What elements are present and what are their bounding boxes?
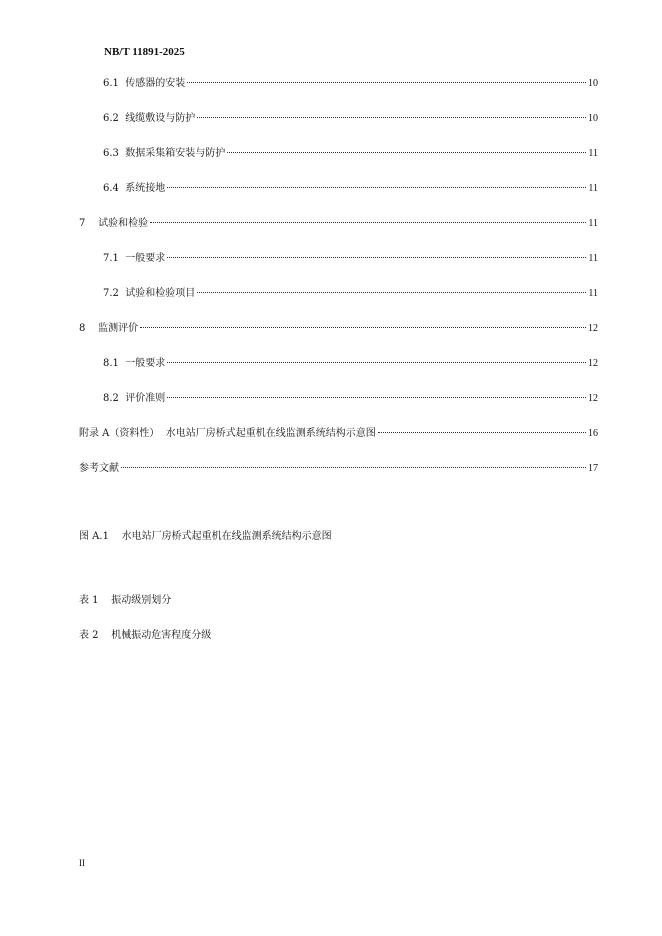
toc-entry-number: 6.4 (103, 183, 126, 194)
toc-entry-number: 6.1 (103, 78, 126, 89)
toc-entry-page: 11 (588, 148, 598, 159)
toc-leader-dots (167, 362, 586, 363)
toc-entry-number: 8.1 (103, 358, 126, 369)
toc-entry-6-4[interactable] (103, 182, 598, 196)
toc-leader-dots (121, 467, 586, 468)
toc-entry-page: 12 (588, 393, 598, 404)
toc-entry-title: 评价准则 (125, 393, 166, 404)
toc-entry-number: 8.2 (103, 393, 126, 404)
toc-leader-dots (167, 187, 586, 188)
toc-entry-8-2[interactable] (103, 392, 598, 406)
figure-list-item: 图 A.1 水电站厂房桥式起重机在线监测系统结构示意图 (79, 531, 332, 542)
toc-entry-title: 附录 A（资料性） 水电站厂房桥式起重机在线监测系统结构示意图 (79, 428, 376, 439)
toc-entry-page: 16 (588, 428, 598, 439)
toc-leader-dots (197, 292, 586, 293)
toc-entry-title: 一般要求 (125, 253, 166, 264)
toc-entry-6-3[interactable] (103, 147, 598, 161)
toc-entry-number: 6.3 (103, 148, 126, 159)
toc-entry-7[interactable] (79, 217, 598, 231)
toc-leader-dots (197, 117, 586, 118)
toc-leader-dots (140, 327, 586, 328)
toc-entry-page: 12 (588, 323, 598, 334)
toc-entry-7-1[interactable] (103, 252, 598, 266)
toc-leader-dots (150, 222, 586, 223)
toc-entry-7-2[interactable] (103, 287, 598, 301)
toc-entry-number: 6.2 (103, 113, 126, 124)
toc-entry-number: 7.2 (103, 288, 126, 299)
toc-entry-page: 11 (588, 288, 598, 299)
toc-entry-title: 参考文献 (79, 463, 119, 474)
toc-entry-title: 试验和检验 (98, 218, 149, 229)
toc-entry-number: 7 (79, 218, 99, 229)
toc-entry-appendix-a[interactable] (79, 427, 598, 441)
page-number: II (79, 858, 85, 868)
toc-leader-dots (227, 152, 586, 153)
toc-leader-dots (167, 257, 586, 258)
toc-entry-title: 一般要求 (125, 358, 166, 369)
toc-entry-number: 7.1 (103, 253, 126, 264)
toc-entry-title: 监测评价 (98, 323, 139, 334)
toc-entry-page: 11 (588, 218, 598, 229)
toc-entry-8-1[interactable] (103, 357, 598, 371)
toc-entry-page: 11 (588, 253, 598, 264)
table-list-item: 表 1 振动级别划分 (79, 595, 172, 606)
toc-entry-title: 系统接地 (125, 183, 166, 194)
toc-entry-8[interactable] (79, 322, 598, 336)
toc-entry-page: 10 (588, 113, 598, 124)
toc-entry-title: 数据采集箱安装与防护 (125, 148, 226, 159)
toc-leader-dots (378, 432, 586, 433)
toc-entry-page: 17 (588, 463, 598, 474)
toc-entry-page: 10 (588, 78, 598, 89)
toc-entry-number: 8 (79, 323, 99, 334)
toc-entry-page: 11 (588, 183, 598, 194)
toc-entry-page: 12 (588, 358, 598, 369)
standard-number: NB/T 11891-2025 (104, 46, 185, 58)
toc-entry-title: 试验和检验项目 (125, 288, 196, 299)
table-list-item: 表 2 机械振动危害程度分级 (79, 630, 212, 641)
toc-leader-dots (167, 397, 586, 398)
toc-leader-dots (187, 82, 586, 83)
toc-entry-references[interactable] (79, 462, 598, 476)
toc-entry-title: 线缆敷设与防护 (125, 113, 196, 124)
toc-entry-6-2[interactable] (103, 112, 598, 126)
toc-entry-title: 传感器的安装 (125, 78, 186, 89)
toc-entry-6-1[interactable] (103, 77, 598, 91)
